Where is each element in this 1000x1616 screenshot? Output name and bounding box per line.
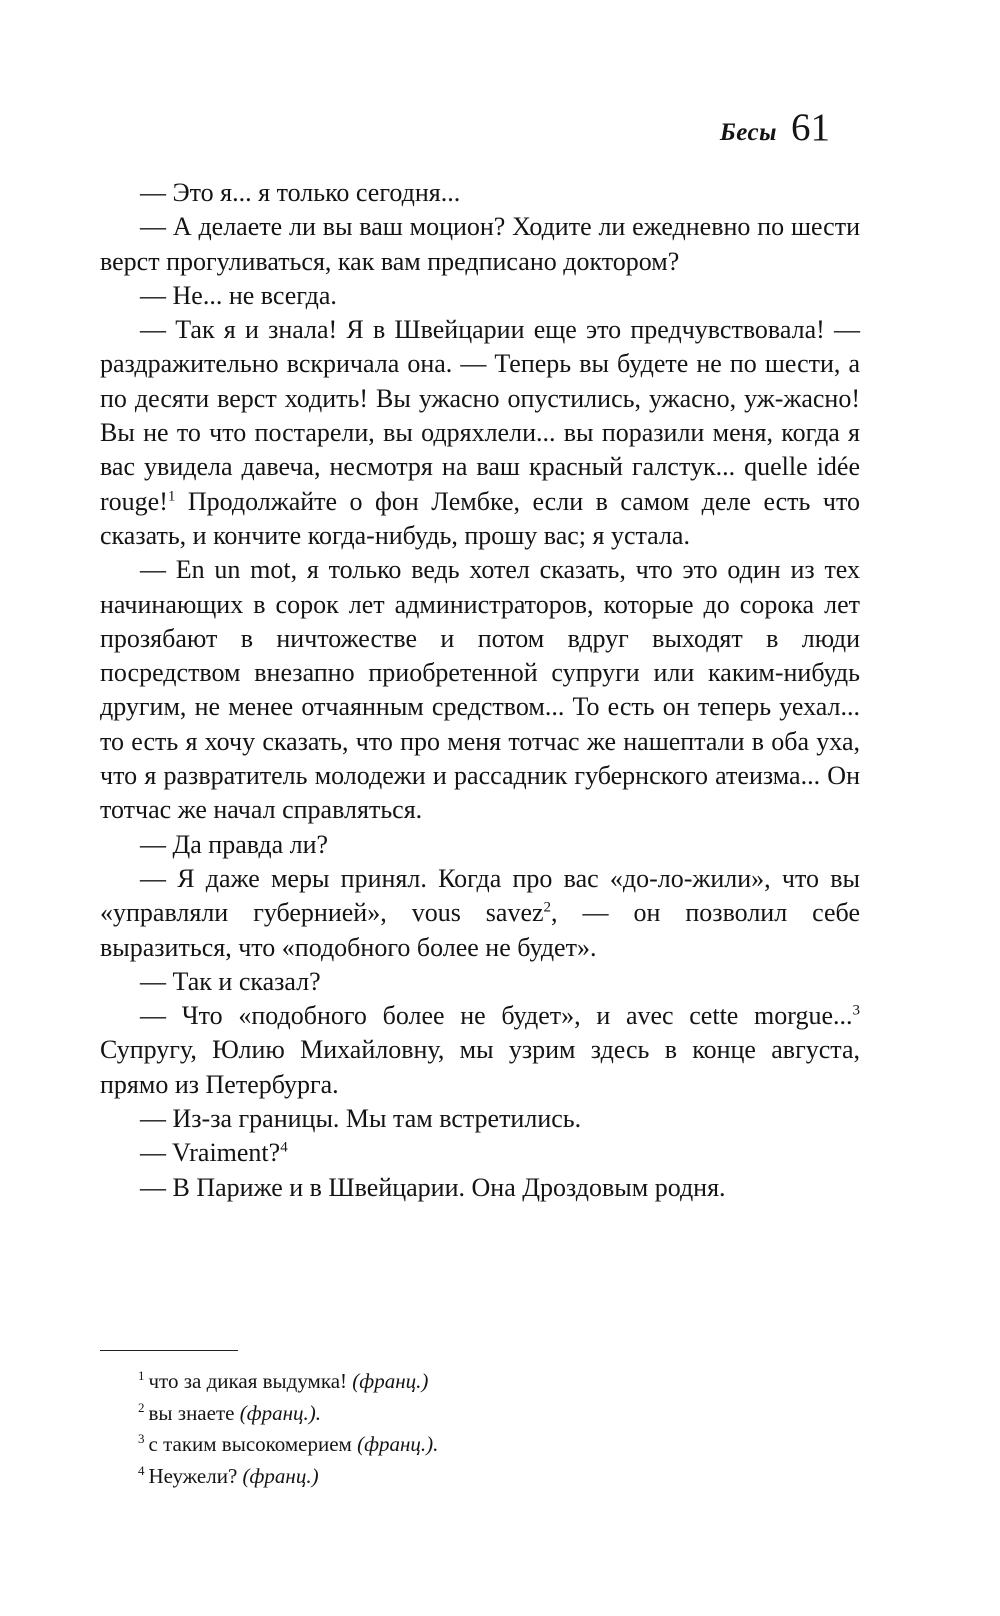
paragraph: — Так я и знала! Я в Швейцарии еще это предчувствовала! — раздражительно вскричала она. — Теперь вы будете не по шести, а по десяти верст ходить! Вы ужасно опустились, ужасно, уж-жасно! Вы не то что постарели, вы одряхлели... вы поразили меня, когда я вас увидела давеча, несмотря на ваш красный галстук... quelle idée rouge!$^1$ Продолжайте о фон Лембке, если в самом деле есть что сказать, и кончите когда-нибудь, прошу вас; я устала. [100, 315, 860, 550]
footnote-number: 4 [138, 1462, 145, 1478]
paragraph: — Что «подобного более не будет», и avec cette morgue...$^3$ Супругу, Юлию Михайловну, мы узрим здесь в конце августа, прямо из Петербурга. [100, 1001, 860, 1099]
footnote: $^2$ вы знаете (франц.). [138, 1399, 322, 1425]
footnote-ref: 2 [543, 899, 552, 916]
footnote-ref: 4 [280, 1139, 288, 1156]
footnote-ref: 1 [167, 488, 176, 505]
footnote: $^1$ что за дикая выдумка! (франц.) [138, 1368, 429, 1393]
paragraph: — Это я... я только сегодня... [140, 178, 461, 207]
paragraph: — Да правда ли? [140, 829, 329, 859]
page-number: 61 [791, 106, 830, 149]
footnote-language: (франц.). [357, 1432, 439, 1456]
paragraph: — Vraiment?$^4$ [140, 1138, 288, 1168]
paragraph: — Я даже меры принял. Когда про вас «до-ло-жили», что вы «управляли губернией», vous savez$^2$, — он позволил себе выразиться, что «подобного более не будет». [100, 863, 860, 962]
footnote: $^4$ Неужели? (франц.) [138, 1462, 319, 1488]
footnote-ref: 3 [852, 1002, 860, 1019]
body-text [100, 176, 860, 1205]
paragraph: — А делаете ли вы ваш моцион? Ходите ли ежедневно по шести верст прогуливаться, как вам предписано доктором? [100, 212, 860, 276]
footnote-number: 1 [138, 1368, 145, 1383]
footnote-language: (франц.) [352, 1369, 429, 1393]
footnote-divider [100, 1350, 238, 1351]
paragraph: — Так и сказал? [140, 966, 321, 996]
footnote-language: (франц.). [239, 1400, 322, 1425]
footnote-number: 3 [138, 1431, 145, 1446]
footnote: $^3$ с таким высокомерием (франц.). [138, 1431, 439, 1456]
footnotes [138, 1366, 438, 1492]
footnote-number: 2 [138, 1399, 145, 1415]
page-header [720, 108, 830, 147]
paragraph: — Из-за границы. Мы там встретились. [140, 1104, 582, 1134]
running-title: Бесы [719, 119, 777, 146]
footnote-language: (франц.) [242, 1463, 319, 1488]
paragraph: — Не... не всегда. [140, 280, 337, 310]
paragraph: — В Париже и в Швейцарии. Она Дроздовым родня. [140, 1172, 726, 1202]
paragraph: — En un mot, я только ведь хотел сказать, что это один из тех начинающих в сорок лет администраторов, которые до сорока лет прозябают в ничтожестве и потом вдруг выходят в люди посредством внезапно приобретенной супруги или каким-нибудь другим, не менее отчаянным средством... То есть он теперь уехал... то есть я хочу сказать, что про меня тотчас же нашептали в оба уха, что я развратитель молодежи и рассадник губернского атеизма... Он тотчас же начал справляться. [100, 555, 860, 825]
